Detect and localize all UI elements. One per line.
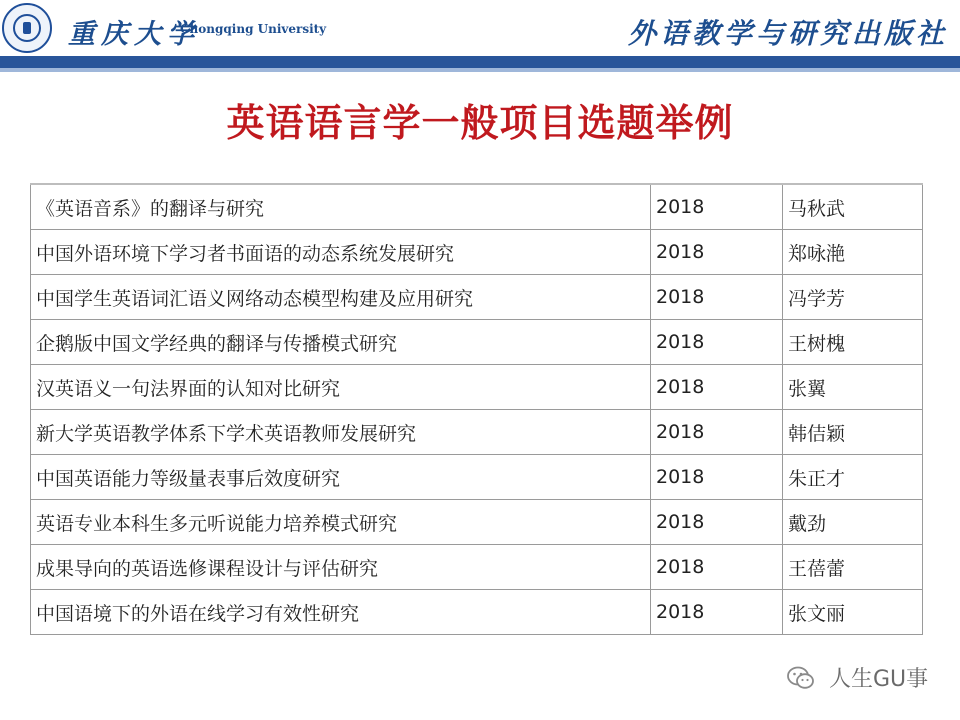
project-year: 2018 <box>651 320 783 365</box>
publisher-name: 外语教学与研究出版社 <box>627 17 948 50</box>
table-row <box>31 455 923 500</box>
project-year: 2018 <box>651 365 783 410</box>
table-row <box>31 410 923 455</box>
project-author: 王蓓蕾 <box>783 545 923 590</box>
project-title: 中国英语能力等级量表事后效度研究 <box>31 455 651 500</box>
project-author: 郑咏滟 <box>783 230 923 275</box>
project-author: 朱正才 <box>783 455 923 500</box>
project-year: 2018 <box>651 184 783 230</box>
table-row <box>31 545 923 590</box>
project-year: 2018 <box>651 455 783 500</box>
project-title: 中国语境下的外语在线学习有效性研究 <box>31 590 651 635</box>
project-title: 中国外语环境下学习者书面语的动态系统发展研究 <box>31 230 651 275</box>
project-title: 中国学生英语词汇语义网络动态模型构建及应用研究 <box>31 275 651 320</box>
project-title: 成果导向的英语选修课程设计与评估研究 <box>31 545 651 590</box>
project-year: 2018 <box>651 275 783 320</box>
project-title: 新大学英语教学体系下学术英语教师发展研究 <box>31 410 651 455</box>
project-year: 2018 <box>651 410 783 455</box>
slide-title: 英语语言学一般项目选题举例 <box>226 100 734 145</box>
project-year: 2018 <box>651 230 783 275</box>
project-title: 汉英语义一句法界面的认知对比研究 <box>31 365 651 410</box>
table-row <box>31 275 923 320</box>
project-year: 2018 <box>651 500 783 545</box>
table-row <box>31 184 923 230</box>
project-author: 韩佶颖 <box>783 410 923 455</box>
header-bar <box>0 56 960 68</box>
project-title: 英语专业本科生多元听说能力培养模式研究 <box>31 500 651 545</box>
project-author: 张文丽 <box>783 590 923 635</box>
watermark <box>786 662 928 693</box>
project-title: 企鹅版中国文学经典的翻译与传播模式研究 <box>31 320 651 365</box>
slide-header <box>0 0 960 60</box>
project-author: 张翼 <box>783 365 923 410</box>
projects-table <box>30 183 922 635</box>
watermark-text: 人生GU事 <box>829 667 929 692</box>
project-author: 冯学芳 <box>783 275 923 320</box>
wechat-icon <box>786 665 816 691</box>
project-year: 2018 <box>651 590 783 635</box>
header-bar-accent <box>0 68 960 72</box>
project-author: 戴劲 <box>783 500 923 545</box>
project-author: 王树槐 <box>783 320 923 365</box>
table-row <box>31 500 923 545</box>
project-author: 马秋武 <box>783 184 923 230</box>
university-logo <box>2 3 52 53</box>
university-name-en: Chongqing University <box>180 22 327 36</box>
project-title: 《英语音系》的翻译与研究 <box>31 184 651 230</box>
table-row <box>31 320 923 365</box>
table-row <box>31 365 923 410</box>
project-year: 2018 <box>651 545 783 590</box>
university-name-cn: 重庆大学 <box>68 19 200 50</box>
table-row <box>31 590 923 635</box>
logo-emblem <box>23 22 31 34</box>
table-row <box>31 230 923 275</box>
